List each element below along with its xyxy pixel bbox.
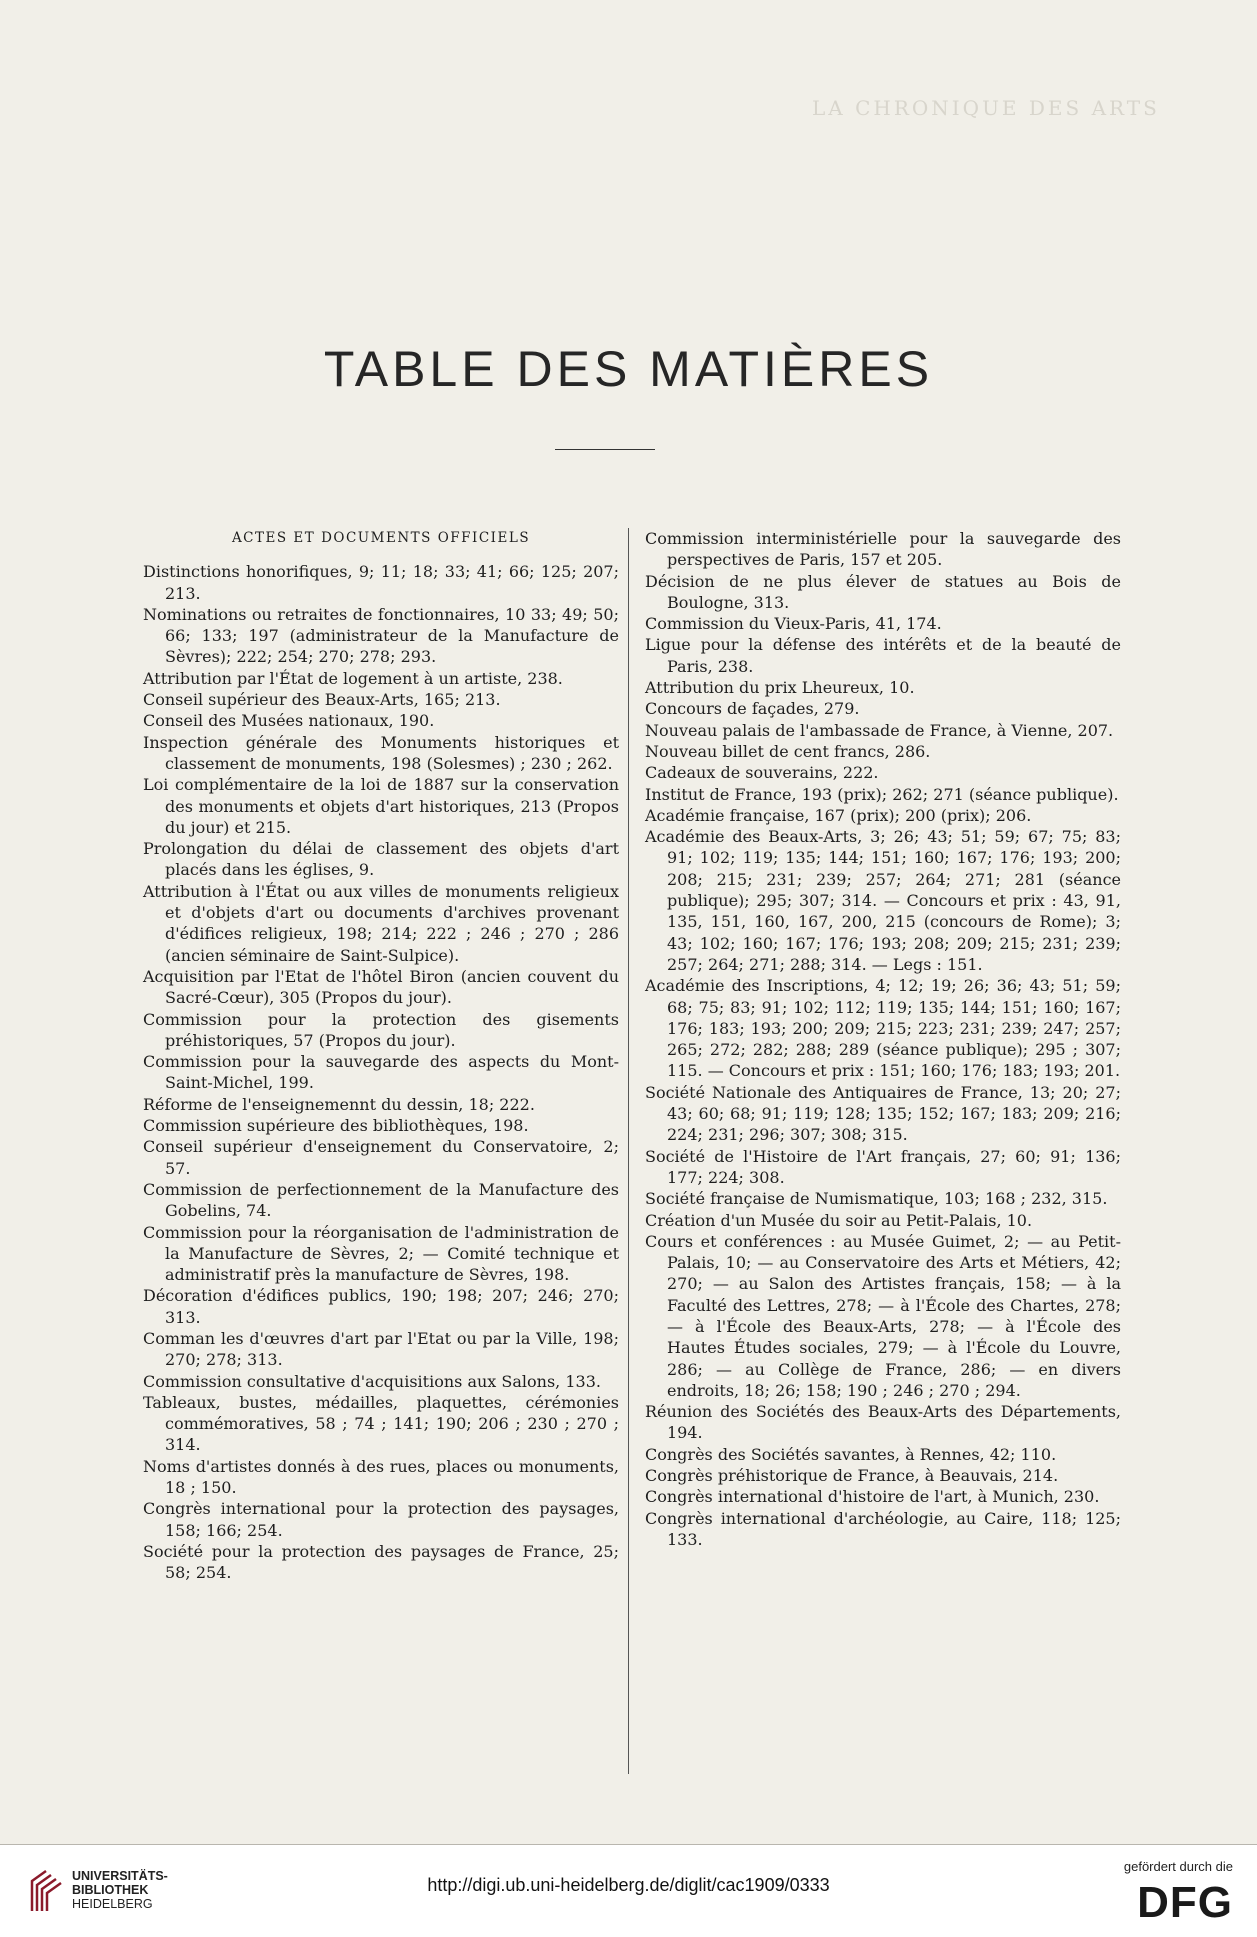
source-url-link[interactable]: http://digi.ub.uni-heidelberg.de/diglit/cac1909/0333 [427, 1875, 830, 1895]
index-entry: Cours et conférences : au Musée Guimet, 2; — au Petit-Palais, 10; — au Conservatoire des Arts et Métiers, 42; 270; — au Salon des Artistes français, 158; — à la Faculté des Lettres, 278; — à l'École des Chartes, 278; — à l'École des Beaux-Arts, 278; — à l'École des Hautes Études sociales, 279; — à l'École du Louvre, 286; — au Collège de France, 286; — en divers endroits, 18; 26; 158; 190 ; 246 ; 270 ; 294. [645, 1231, 1121, 1400]
index-entry: Société de l'Histoire de l'Art français, 27; 60; 91; 136; 177; 224; 308. [645, 1146, 1121, 1187]
index-entry: Conseil des Musées nationaux, 190. [143, 711, 435, 731]
index-entry: Congrès des Sociétés savantes, à Rennes, 42; 110. [645, 1444, 1057, 1464]
section-title: ACTES ET DOCUMENTS OFFICIELS [231, 530, 531, 546]
index-entry: Ligue pour la défense des intérêts et de la beauté de Paris, 238. [645, 635, 1121, 676]
index-entry: Comman les d'œuvres d'art par l'Etat ou par la Ville, 198; 270; 278; 313. [143, 1328, 619, 1370]
index-entry: Académie française, 167 (prix); 200 (prix); 206. [645, 805, 1032, 825]
right-column [645, 528, 1121, 1550]
index-entry: Création d'un Musée du soir au Petit-Palais, 10. [645, 1210, 1033, 1230]
title-divider [555, 449, 655, 450]
index-entry: Société française de Numismatique, 103; 168 ; 232, 315. [645, 1189, 1108, 1209]
index-entry: Décoration d'édifices publics, 190; 198; 207; 246; 270; 313. [143, 1286, 619, 1327]
index-entry: Commission consultative d'acquisitions aux Salons, 133. [143, 1371, 601, 1391]
library-name-line: UNIVERSITÄTS- [72, 1869, 168, 1883]
index-entry: Attribution à l'État ou aux villes de monuments religieux et d'objets d'art ou documents d'archives provenant d'édifices religieux, 198; 214; 222 ; 246 ; 270 ; 286 (ancien séminaire de Saint-Sulpice). [143, 881, 619, 965]
index-entry: Académie des Inscriptions, 4; 12; 19; 26; 36; 43; 51; 59; 68; 75; 83; 91; 102; 112; 119; 135; 144; 151; 160; 167; 176; 183; 193; 200; 209; 215; 223; 231; 239; 247; 257; 265; 272; 282; 288; 289 (séance publique); 295 ; 307; 115. — Concours et prix : 151; 160; 176; 183; 193; 201. [645, 976, 1121, 1081]
left-column [143, 528, 619, 1584]
index-entry: Réunion des Sociétés des Beaux-Arts des Départements, 194. [645, 1402, 1121, 1443]
index-entry: Congrès international pour la protection des paysages, 158; 166; 254. [143, 1499, 619, 1540]
index-entry: Commission pour la protection des gisements préhistoriques, 57 (Propos du jour). [143, 1009, 619, 1050]
index-entry: Commission pour la réorganisation de l'administration de la Manufacture de Sèvres, 2; — Comité technique et administratif près la manufacture de Sèvres, 198. [143, 1222, 619, 1285]
column-divider [628, 528, 629, 1774]
index-entry: Société pour la protection des paysages de France, 25; 58; 254. [143, 1541, 619, 1583]
index-entry: Concours de façades, 279. [645, 699, 860, 719]
index-entry: Institut de France, 193 (prix); 262; 271 (séance publique). [645, 784, 1119, 804]
index-entry: Commission supérieure des bibliothèques, 198. [143, 1116, 529, 1136]
index-entry: Nouveau billet de cent francs, 286. [645, 741, 931, 761]
index-entry: Inspection générale des Monuments historiques et classement de monuments, 198 (Solesmes) ; 230 ; 262. [143, 732, 619, 773]
page-title: TABLE DES MATIÈRES [323, 341, 934, 397]
index-entry: Tableaux, bustes, médailles, plaquettes, cérémonies commémoratives, 58 ; 74 ; 141; 190; 206 ; 230 ; 270 ; 314. [143, 1392, 619, 1455]
funder-caption: gefördert durch die [1123, 1859, 1233, 1874]
index-entry: Conseil supérieur des Beaux-Arts, 165; 213. [143, 690, 501, 710]
footer [0, 1845, 1257, 1937]
index-entry: Conseil supérieur d'enseignement du Conservatoire, 2; 57. [143, 1137, 619, 1178]
index-entry: Congrès préhistorique de France, à Beauvais, 214. [645, 1466, 1059, 1486]
index-entry: Commission interministérielle pour la sauvegarde des perspectives de Paris, 157 et 205. [645, 529, 1121, 570]
index-entry: Loi complémentaire de la loi de 1887 sur la conservation des monuments et objets d'art historiques, 213 (Propos du jour) et 215. [143, 775, 619, 837]
index-entry: Commission de perfectionnement de la Manufacture des Gobelins, 74. [143, 1179, 619, 1221]
index-entry: Société Nationale des Antiquaires de France, 13; 20; 27; 43; 60; 68; 91; 119; 128; 135; 152; 167; 183; 209; 216; 224; 231; 296; 307; 308; 315. [645, 1082, 1121, 1145]
library-name-line: HEIDELBERG [72, 1897, 153, 1911]
index-entry: Prolongation du délai de classement des objets d'art placés dans les églises, 9. [143, 839, 619, 880]
index-entry: Commission pour la sauvegarde des aspects du Mont-Saint-Michel, 199. [143, 1052, 619, 1093]
index-entry: Nouveau palais de l'ambassade de France, à Vienne, 207. [645, 720, 1114, 740]
index-entry: Décision de ne plus élever de statues au Bois de Boulogne, 313. [645, 571, 1121, 612]
index-entry: Académie des Beaux-Arts, 3; 26; 43; 51; 59; 67; 75; 83; 91; 102; 119; 135; 144; 151; 160; 167; 176; 193; 200; 208; 215; 231; 239; 257; 264; 271; 281 (séance publique); 295; 307; 314. — Concours et prix : 43, 91, 135, 151, 160, 167, 200, 215 (concours de Rome); 3; 43; 102; 160; 167; 176; 193; 208; 209; 215; 231; 239; 257; 264; 271; 288; 314. — Legs : 151. [645, 827, 1121, 974]
index-entry: Nominations ou retraites de fonctionnaires, 10 33; 49; 50; 66; 133; 197 (administrateur de la Manufacture de Sèvres); 222; 254; 270; 278; 293. [143, 604, 619, 667]
index-entry: Réforme de l'enseignemennt du dessin, 18; 222. [143, 1094, 535, 1114]
index-entry: Distinctions honorifiques, 9; 11; 18; 33; 41; 66; 125; 207; 213. [143, 562, 619, 603]
index-entry: Congrès international d'archéologie, au Caire, 118; 125; 133. [645, 1508, 1121, 1549]
index-entry: Congrès international d'histoire de l'art, à Munich, 230. [645, 1487, 1100, 1507]
index-entry: Attribution du prix Lheureux, 10. [645, 678, 915, 698]
index-entry: Cadeaux de souverains, 222. [645, 763, 879, 783]
index-entry: Commission du Vieux-Paris, 41, 174. [645, 614, 942, 634]
index-entry: Attribution par l'État de logement à un artiste, 238. [143, 668, 563, 688]
bleed-through-text: LA CHRONIQUE DES ARTS [812, 96, 1160, 120]
index-entry: Noms d'artistes donnés à des rues, places ou monuments, 18 ; 150. [143, 1456, 619, 1498]
index-entry: Acquisition par l'Etat de l'hôtel Biron (ancien couvent du Sacré-Cœur), 305 (Propos du jour). [143, 966, 619, 1008]
library-name-line: BIBLIOTHEK [72, 1883, 149, 1897]
dfg-logo: DFG [1137, 1878, 1233, 1927]
